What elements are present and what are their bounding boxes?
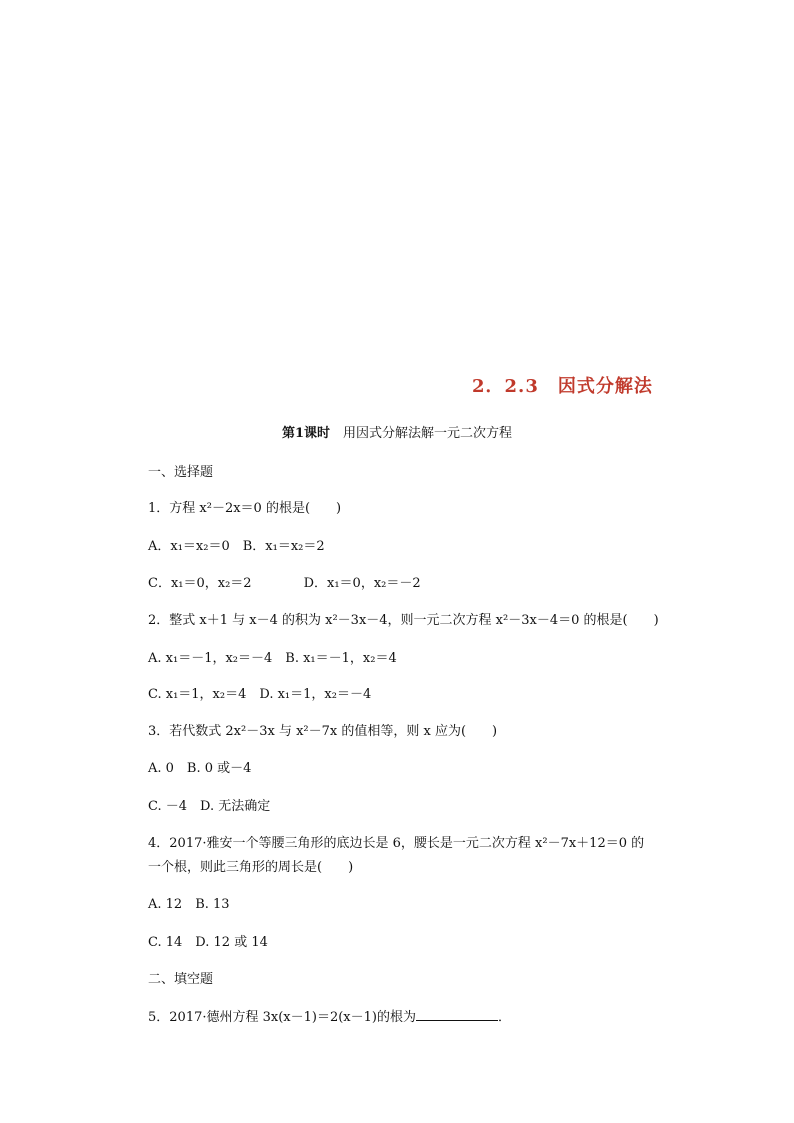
q1-options-ab: A．x₁＝x₂＝0 B．x₁＝x₂＝2	[148, 539, 325, 554]
q5-tail: ．	[498, 1010, 512, 1025]
q5-stem: 5．2017·德州方程 3x(x－1)＝2(x－1)的根为	[148, 1010, 416, 1025]
q2-stem: 2．整式 x＋1 与 x－4 的积为 x²－3x－4，则一元二次方程 x²－3x－4＝0 的根是( )	[148, 613, 659, 628]
lesson-label: 第1课时	[282, 426, 331, 441]
q2-options-ab: A. x₁＝－1，x₂＝－4 B. x₁＝－1，x₂＝4	[148, 651, 397, 666]
q2-options-cd: C. x₁＝1，x₂＝4 D. x₁＝1，x₂＝－4	[148, 687, 372, 702]
lesson-subtitle	[282, 425, 512, 443]
q3-options-cd: C. －4 D. 无法确定	[148, 799, 271, 814]
lesson-name: 用因式分解法解一元二次方程	[330, 426, 513, 441]
part1-heading: 一、选择题	[148, 465, 214, 480]
q1-stem: 1．方程 x²－2x＝0 的根是( )	[148, 501, 342, 516]
q4-options-ab: A. 12 B. 13	[148, 897, 230, 912]
q1-option-c: C．x₁＝0，x₂＝2	[148, 576, 252, 591]
q1-option-d: D．x₁＝0，x₂＝－2	[303, 576, 421, 591]
q4-stem-line1: 4．2017·雅安一个等腰三角形的底边长是 6，腰长是一元二次方程 x²－7x＋12＝0 的	[148, 836, 645, 851]
q5-answer-blank[interactable]	[416, 1008, 498, 1021]
q1-options-cd	[148, 575, 421, 593]
q5-line	[148, 1008, 511, 1027]
q3-stem: 3．若代数式 2x²－3x 与 x²－7x 的值相等，则 x 应为( )	[148, 724, 498, 739]
q3-options-ab: A. 0 B. 0 或－4	[148, 761, 252, 776]
section-title: 2．2.3 因式分解法	[472, 376, 653, 397]
part2-heading: 二、填空题	[148, 972, 214, 987]
q4-stem-line2: 一个根，则此三角形的周长是( )	[148, 860, 354, 875]
q4-options-cd: C. 14 D. 12 或 14	[148, 935, 268, 950]
